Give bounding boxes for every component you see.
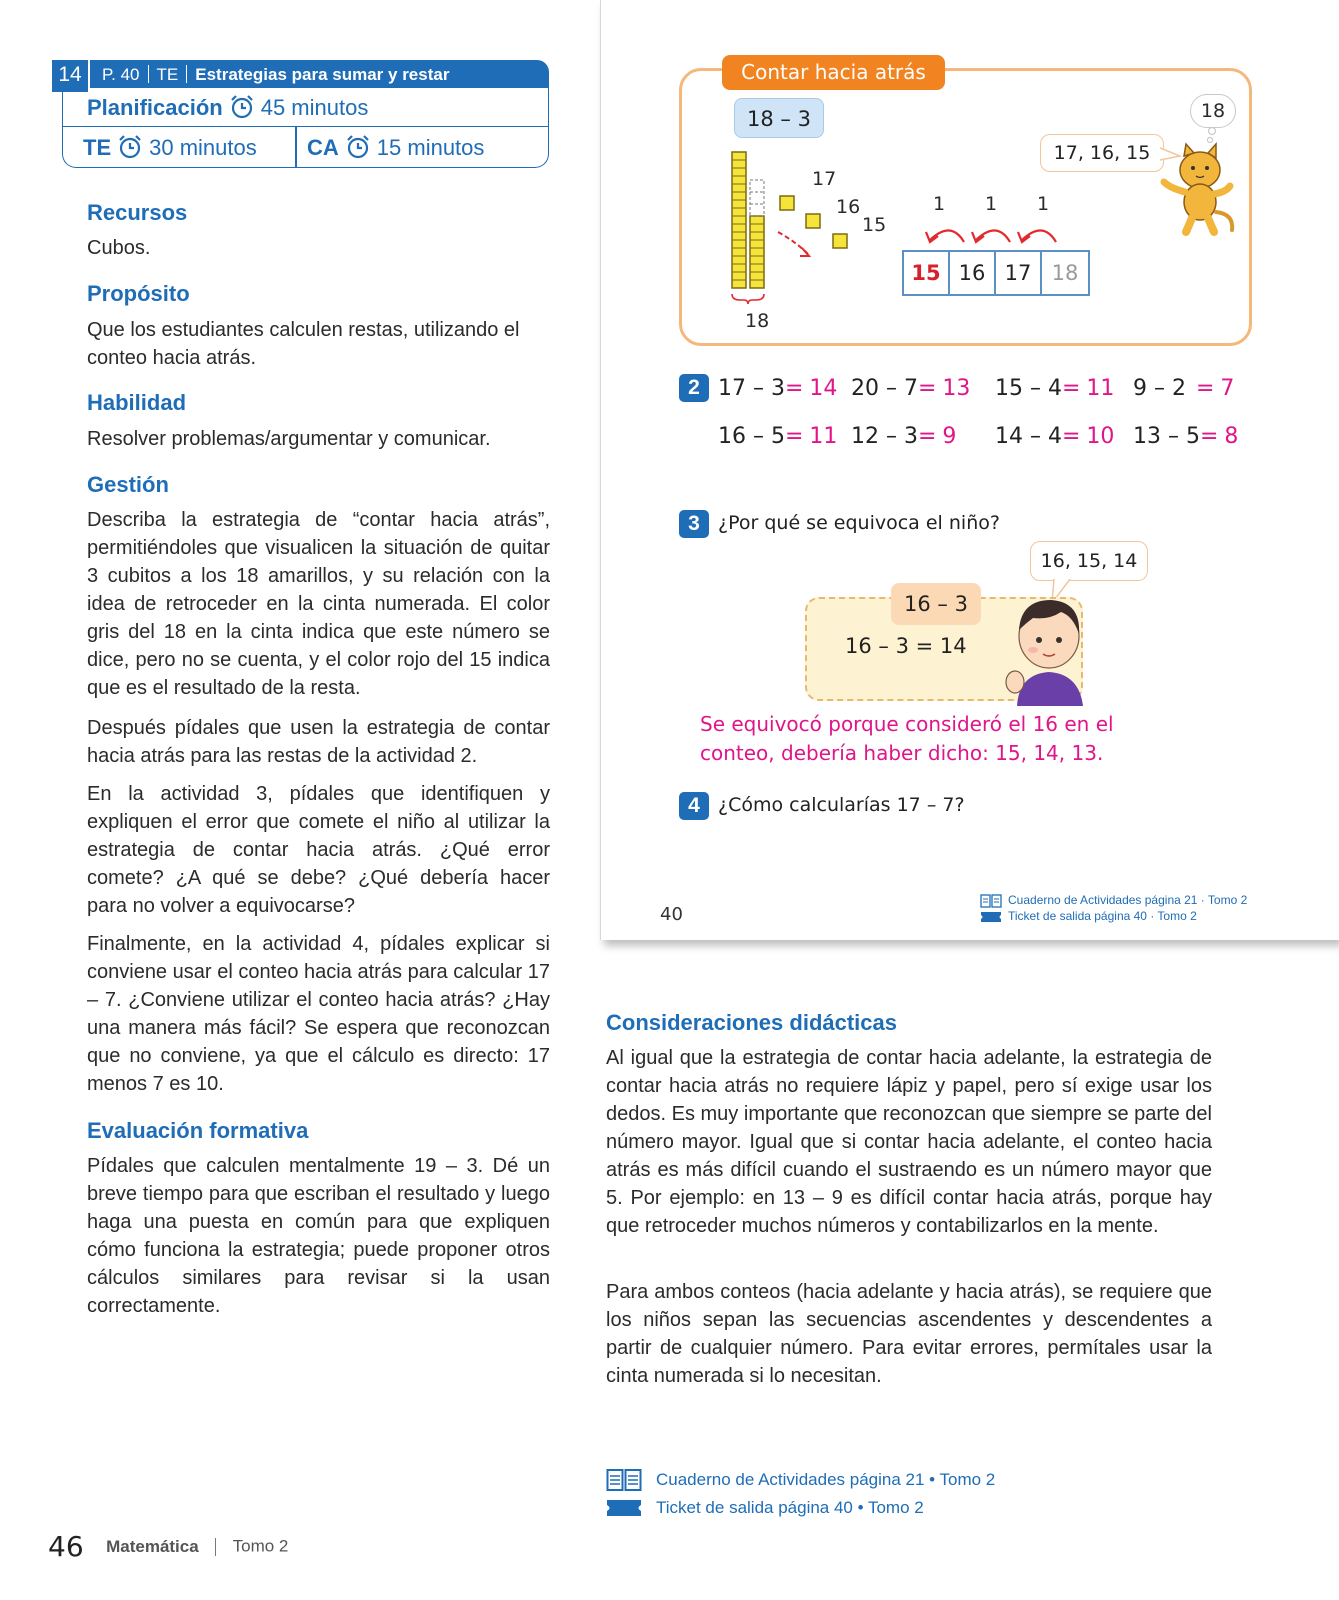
footer-subject: Matemática xyxy=(106,1536,199,1556)
book-icon xyxy=(606,1468,642,1492)
lesson-meta xyxy=(102,60,449,88)
answer: 11 xyxy=(1086,376,1115,401)
recursos-text: Cubos. xyxy=(87,237,151,259)
activity-4-badge xyxy=(679,792,709,820)
boy-character-icon xyxy=(1003,590,1093,706)
planning-row xyxy=(63,88,548,127)
footer-divider xyxy=(215,1538,216,1556)
act2-equation xyxy=(1133,376,1234,401)
act4-question: ¿Cómo calcularías 17 – 7? xyxy=(718,794,965,816)
step-label: 1 xyxy=(1037,193,1050,215)
alarm-clock-icon xyxy=(345,134,371,160)
expression: 17 – 3 xyxy=(718,376,785,401)
ca-time: 15 minutos xyxy=(376,135,485,160)
step-label: 1 xyxy=(985,193,998,215)
proposito-heading: Propósito xyxy=(87,281,190,306)
equals: = xyxy=(784,376,804,401)
thought-bubble: 18 xyxy=(1190,94,1236,128)
alarm-clock-icon xyxy=(117,134,143,160)
te-time-item xyxy=(83,128,257,167)
resource-references xyxy=(606,1468,1056,1528)
cube-tower xyxy=(732,152,764,288)
expression: 13 – 5 xyxy=(1133,424,1200,449)
equals: = xyxy=(1199,424,1219,449)
planning-label: Planificación xyxy=(87,95,223,120)
strip-cell: 16 xyxy=(950,252,996,294)
expression: 16 – 5 xyxy=(718,424,785,449)
act2-equation xyxy=(718,376,837,401)
ca-label: CA xyxy=(307,135,339,160)
expression-box: 18 – 3 xyxy=(734,98,824,138)
equals: = xyxy=(1061,424,1081,449)
boy-speech-bubble: 16, 15, 14 xyxy=(1030,541,1148,581)
consideraciones-paragraph-2: Para ambos conteos (hacia adelante y hacia atrás), se requiere que los niños sepan las secuencias ascendentes y descendentes a partir de cualquier número. Para evitar errores, permítales usar la cinta numerada si lo necesitan. xyxy=(606,1281,1212,1387)
alarm-clock-icon xyxy=(229,94,255,120)
step-label: 1 xyxy=(933,193,946,215)
strip-cell: 17 xyxy=(996,252,1042,294)
answer: 11 xyxy=(809,424,838,449)
answer: 10 xyxy=(1086,424,1115,449)
answer: 8 xyxy=(1224,424,1239,449)
ref-cuaderno: Cuaderno de Actividades página 21 · Tomo 2 xyxy=(1008,893,1248,907)
expression: 14 – 4 xyxy=(995,424,1062,449)
activity-number: 3 xyxy=(679,510,709,538)
cat-mascot-icon xyxy=(1152,140,1242,236)
gestion-paragraph-4: Finalmente, en la actividad 4, pídales explicar si conviene usar el conteo hacia atrás para calcular 17 – 7. ¿Conviene utilizar el conteo hacia atrás? ¿Hay una manera más fácil? Se espera que reconozcan que no conviene, ya que el cálculo es directo: 17 menos 7 es 10. xyxy=(87,933,550,1095)
answer: 14 xyxy=(809,376,838,401)
divider xyxy=(295,127,297,168)
cube-towers-illustration xyxy=(730,150,880,310)
evaluacion-text: Pídales que calculen mentalmente 19 – 3. Dé un breve tiempo para que escriban el resultado y luego haga una puesta en común para que expliquen cómo funciona la estrategia; puede proponer otros cálculos similares para revisar si la usan correctamente. xyxy=(87,1155,550,1317)
count-speech-bubble: 17, 16, 15 xyxy=(1040,134,1164,172)
page-footer xyxy=(48,1530,288,1563)
activity-2-badge xyxy=(679,374,709,402)
falling-label-17: 17 xyxy=(812,168,837,190)
falling-label-16: 16 xyxy=(836,196,861,218)
page-number: 46 xyxy=(48,1530,84,1563)
equals: = xyxy=(917,424,937,449)
act2-equation xyxy=(995,376,1114,401)
act2-equation xyxy=(851,376,970,401)
strip-cell-result: 15 xyxy=(904,252,950,294)
answer: 9 xyxy=(942,424,957,449)
boy-expression: 16 – 3 xyxy=(891,583,981,625)
act2-equation xyxy=(718,424,837,449)
activity-3-badge xyxy=(679,510,709,538)
habilidad-heading: Habilidad xyxy=(87,390,187,415)
answer: 7 xyxy=(1220,376,1235,401)
ref-ticket-salida: Ticket de salida página 40 • Tomo 2 xyxy=(656,1498,924,1517)
recursos-heading: Recursos xyxy=(87,200,188,225)
act3-question: ¿Por qué se equivoca el niño? xyxy=(718,512,1000,534)
answer: 13 xyxy=(942,376,971,401)
act2-equation xyxy=(1133,424,1238,449)
page-ref: P. 40 xyxy=(102,65,140,84)
footer-volume: Tomo 2 xyxy=(232,1536,289,1556)
gestion-heading: Gestión xyxy=(87,472,169,497)
planning-time: 45 minutos xyxy=(260,95,369,120)
ca-time-item xyxy=(307,128,484,167)
lesson-title: Estrategias para sumar y restar xyxy=(195,65,450,84)
act2-equation xyxy=(851,424,956,449)
activity-number: 4 xyxy=(679,792,709,820)
planning-item xyxy=(87,88,368,127)
planning-box xyxy=(62,88,549,168)
act2-equation xyxy=(995,424,1114,449)
consideraciones-paragraph-1: Al igual que la estrategia de contar hacia adelante, la estrategia de contar hacia atrás no requiere lápiz y papel, pero sí exige usar los dedos. Es muy importante que reconozcan que siempre se parte del número mayor. Igual que si contar hacia adelante, el conteo hacia atrás es más difícil cuando el sustraendo es un número mayor que 5. Por ejemplo: en 13 – 9 es difícil contar hacia atrás, porque hay que retroceder muchos números y contabilizarlos en la mente. xyxy=(606,1047,1212,1237)
panel-title: Contar hacia atrás xyxy=(722,55,945,90)
consideraciones-heading: Consideraciones didácticas xyxy=(606,1010,897,1035)
step-arcs xyxy=(918,214,1068,248)
act3-answer-line-1: Se equivocó porque consideró el 16 en el xyxy=(700,712,1114,736)
te-label: TE xyxy=(83,135,112,160)
gestion-paragraph-3: En la actividad 3, pídales que identifiquen y expliquen el error que comete el niño al utilizar la estrategia de contar hacia atrás. ¿Qué error comete? ¿A qué se debe? ¿Qué debería hacer para no volver a equivocarse? xyxy=(87,783,550,917)
te-time: 30 minutos xyxy=(149,135,257,160)
equals: = xyxy=(1061,376,1081,401)
book-icon xyxy=(980,894,1002,908)
expression: 9 – 2 xyxy=(1133,376,1186,401)
number-strip xyxy=(902,250,1090,296)
proposito-text: Que los estudiantes calculen restas, utilizando el conteo hacia atrás. xyxy=(87,319,520,369)
expression: 20 – 7 xyxy=(851,376,918,401)
gestion-paragraph-2: Después pídales que usen la estrategia de contar hacia atrás para las restas de la actividad 2. xyxy=(87,717,550,767)
strip-cell-start: 18 xyxy=(1051,261,1079,285)
brace xyxy=(732,294,764,304)
falling-label-15: 15 xyxy=(862,214,887,236)
te-ref: TE xyxy=(156,65,179,84)
expression: 15 – 4 xyxy=(995,376,1062,401)
habilidad-text: Resolver problemas/argumentar y comunicar. xyxy=(87,428,491,450)
lesson-number: 14 xyxy=(52,60,90,92)
act3-answer-line-2: conteo, debería haber dicho: 15, 14, 13. xyxy=(700,741,1104,765)
equals: = xyxy=(784,424,804,449)
ticket-icon xyxy=(606,1498,642,1518)
ref-ticket: Ticket de salida página 40 · Tomo 2 xyxy=(1008,909,1197,923)
ticket-icon xyxy=(980,911,1002,923)
boy-equation: 16 – 3 = 14 xyxy=(845,634,967,658)
time-split-row xyxy=(63,127,548,168)
expression: 12 – 3 xyxy=(851,424,918,449)
ref-cuaderno-actividades: Cuaderno de Actividades página 21 • Tomo 2 xyxy=(656,1470,996,1489)
lesson-header xyxy=(52,60,549,170)
activity-number: 2 xyxy=(679,374,709,402)
student-page-number: 40 xyxy=(660,904,683,925)
equals: = xyxy=(1195,376,1215,401)
gestion-paragraph-1: Describa la estrategia de “contar hacia atrás”, permitiéndoles que visualicen la situación de quitar 3 cubitos a los 18 amarillos, y su relación con la idea de retroceder en la cinta numerada. El color gris del 18 en la cinta indica que este número se dice, pero no se cuenta, y el color rojo del 15 indica que es el resultado de la resta. xyxy=(87,509,550,699)
equals: = xyxy=(917,376,937,401)
evaluacion-heading: Evaluación formativa xyxy=(87,1118,309,1143)
tower-label: 18 xyxy=(745,310,770,332)
